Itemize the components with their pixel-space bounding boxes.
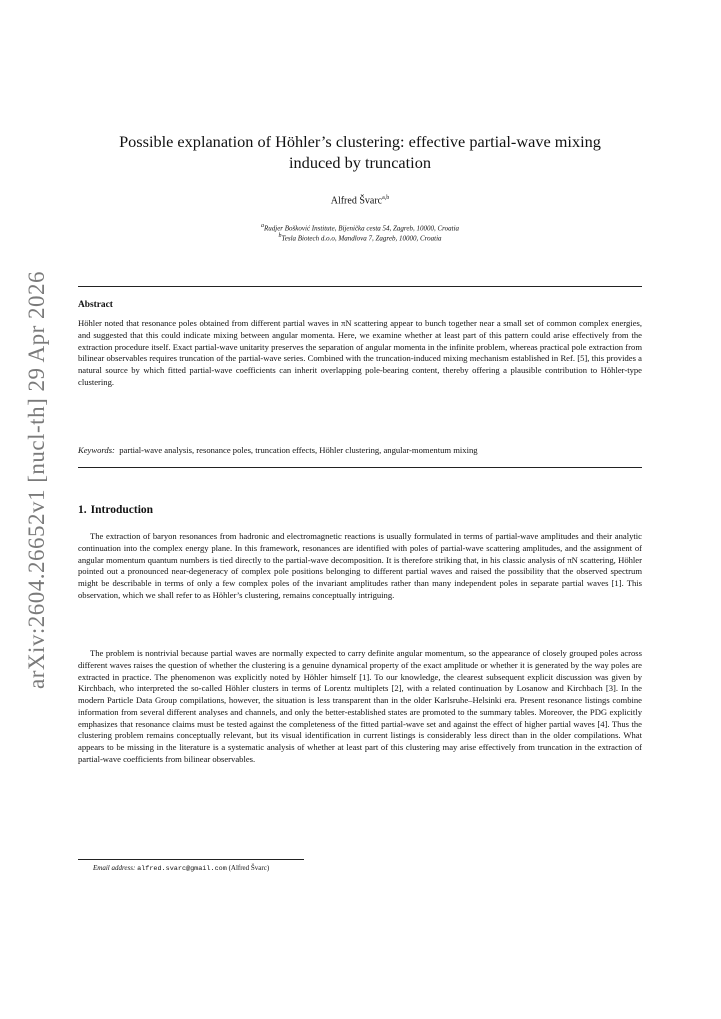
- email-footnote: [93, 864, 269, 873]
- author-affiliation-marks: a,b: [382, 195, 390, 201]
- email-label: Email address:: [93, 864, 136, 872]
- abstract-text: Höhler noted that resonance poles obtained from different partial waves in πN scattering appear to bunch together near a small set of common complex energies, and suggested that this could indicate mixing between angular momenta. Here, we examine whether at least part of this pattern could arise effectively from the extraction procedure itself. Exact partial-wave unitarity preserves the separation of angular momenta in the infinite problem, whereas practical pole extraction from bilinear observables requires truncation of the partial-wave series. Combined with the truncation-induced mixing mechanism established in Ref. [5], this provides a natural source by which fitted partial-wave coefficients can inherit overlapping pole-bearing content, thereby offering a plausible contribution to Höhler-type clustering.: [78, 318, 642, 387]
- affiliation-b-mark: b: [278, 233, 282, 239]
- section-title: Introduction: [90, 504, 154, 516]
- title-line-1: Possible explanation of Höhler’s clustering: effective partial-wave mixing: [119, 132, 601, 151]
- arxiv-identifier-text: arXiv:2604.26652v1 [nucl-th] 29 Apr 2026: [24, 271, 50, 689]
- affiliation-a-mark: a: [260, 223, 264, 229]
- affiliation-b: [78, 231, 642, 243]
- intro-paragraph-1: The extraction of baryon resonances from hadronic and electromagnetic reactions is usually formulated in terms of partial-wave amplitudes and their analytic continuation into the complex energy plane. In this framework, resonances are identified with poles of partial-wave scattering amplitudes, and the assignment of angular momentum quantum numbers is tied directly to the partial-wave decomposition. It is therefore striking that, in his classic analysis of πN scattering, Höhler pointed out a pronounced near-degeneracy of complex pole positions belonging to different partial waves and raised the possibility that the observed spectrum might be describable in terms of only a few complex poles of the invariant amplitudes rather than many independent poles in separate partial waves [1]. This observation, which we shall refer to as Höhler’s clustering, remains conceptually intriguing.: [78, 531, 642, 600]
- email-owner: (Alfred Švarc): [228, 864, 270, 872]
- abstract-top-rule: [78, 286, 642, 287]
- abstract-heading: Abstract: [78, 300, 113, 310]
- arxiv-identifier: [22, 271, 52, 689]
- footnote-rule: [78, 859, 304, 860]
- section-number: 1.: [78, 504, 87, 516]
- affiliation-b-text: Tesla Biotech d.o.o, Mandlova 7, Zagreb, 10000, Croatia: [281, 234, 442, 243]
- abstract-bottom-rule: [78, 467, 642, 468]
- keywords-text: partial-wave analysis, resonance poles, truncation effects, Höhler clustering, angular-momentum mixing: [119, 445, 478, 455]
- intro-paragraph-2: The problem is nontrivial because partial waves are normally expected to carry definite angular momentum, so the appearance of closely grouped poles across different waves raises the question of whether the clustering is a genuine dynamical property of the exact amplitude or whether it is generated by the way poles are extracted in practice. The phenomenon was explicitly noted by Höhler himself [1]. To our knowledge, the clearest subsequent explicit discussion was given by Kirchbach, who interpreted the so-called Höhler clusters in terms of Lorentz multiplets [2], with a related continuation by Losanow and Kirchbach [3]. In the modern Particle Data Group compilations, however, the situation is less transparent than in the older Karlsruhe–Helsinki era. Present resonance listings combine information from several different analyses and channels, and only the better-established states are promoted to the summary tables. Moreover, the PDG explicitly emphasizes that resonance claims must be tested against the completeness of the fitted partial-wave set and against the effect of higher partial waves [4]. Thus the clustering problem remains conceptually relevant, but its visual identification in current listings is considerably less direct than in the older compilations. What appears to be missing in the literature is a systematic analysis of whether at least part of this clustering may arise effectively from truncation in the extraction of partial-wave coefficients from bilinear observables.: [78, 648, 642, 764]
- section-heading: [78, 504, 153, 516]
- email-address[interactable]: alfred.svarc@gmail.com: [137, 865, 227, 873]
- keywords: [78, 445, 642, 455]
- paper-title: [78, 131, 642, 173]
- affiliation-a-text: Rudjer Bošković Institute, Bijenička cesta 54, Zagreb, 10000, Croatia: [263, 224, 460, 233]
- title-line-2: induced by truncation: [289, 153, 431, 172]
- author: [78, 195, 642, 206]
- author-name: Alfred Švarc: [330, 195, 383, 207]
- keywords-label: Keywords:: [78, 445, 115, 455]
